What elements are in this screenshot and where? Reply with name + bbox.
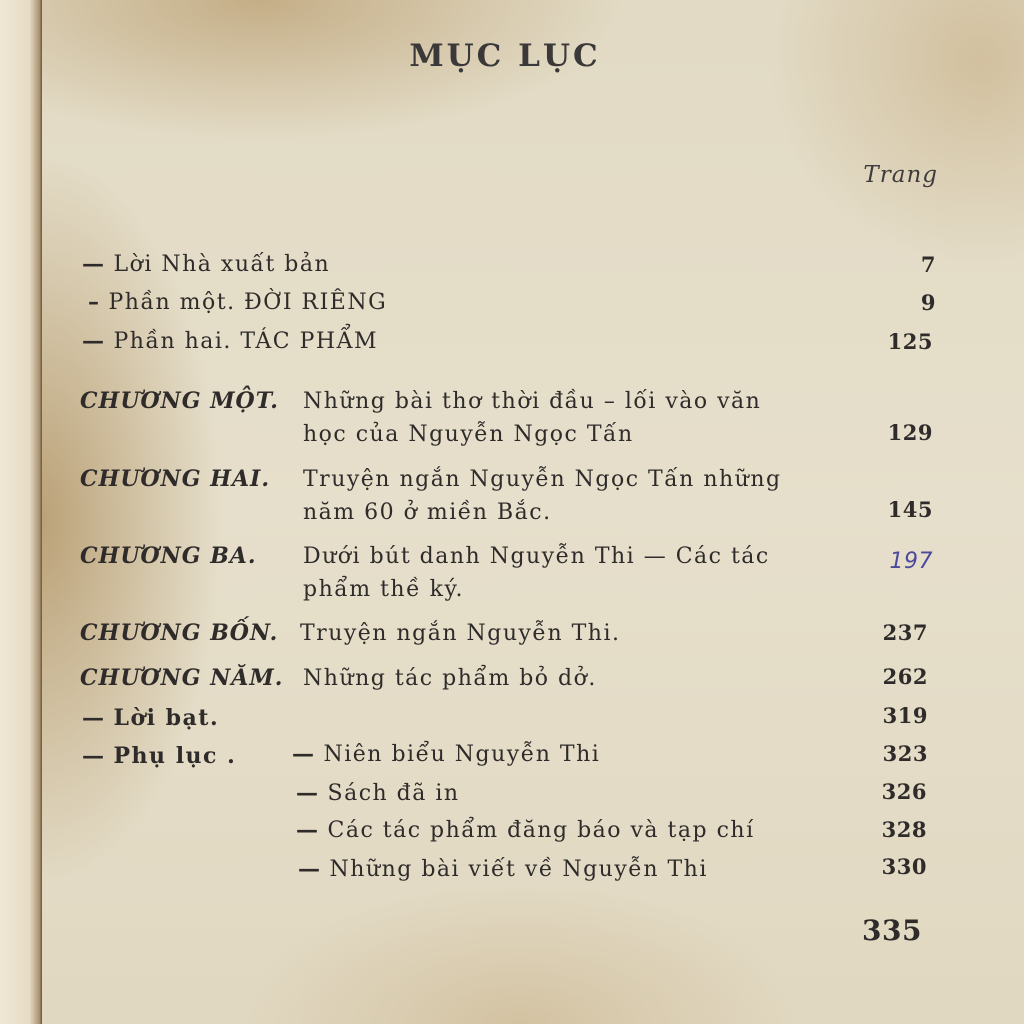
chapter-four-description	[300, 617, 621, 650]
chapter-one-page: 129	[887, 420, 933, 445]
chapter-four-heading: CHƯƠNG BỐN.	[80, 620, 279, 646]
chapter-five-heading: CHƯƠNG NĂM.	[80, 665, 284, 691]
toc-entry-part-two	[82, 328, 378, 354]
toc-entry-publisher-note	[82, 251, 330, 277]
entry-page-number: 323	[882, 741, 928, 766]
entry-label: Sách đã in	[327, 781, 460, 806]
description-line: Những bài thơ thời đầu – lối vào văn	[303, 389, 762, 414]
chapter-three-description	[303, 540, 770, 606]
entry-page-number: 328	[881, 817, 927, 842]
chapter-one-description	[303, 385, 761, 451]
book-spine-edge	[0, 0, 42, 1024]
chapter-one-heading: CHƯƠNG MỘT.	[80, 388, 279, 414]
chapter-five-page: 262	[882, 664, 928, 689]
entry-dash: —	[82, 328, 106, 354]
chapter-two-description	[303, 463, 782, 529]
entry-page-number: 319	[882, 703, 928, 728]
entry-label: Phần hai. TÁC PHẨM	[113, 329, 379, 354]
entry-dash: —	[292, 741, 316, 767]
appendix-item-chronology	[292, 741, 600, 767]
toc-entry-afterword	[82, 705, 219, 731]
entry-label: Lời Nhà xuất bản	[113, 252, 331, 277]
entry-dash: —	[296, 780, 320, 806]
entry-label: Phần một. ĐỜI RIÊNG	[108, 290, 388, 315]
description-line: học của Nguyễn Ngọc Tấn	[303, 422, 634, 447]
entry-label: Các tác phẩm đăng báo và tạp chí	[327, 818, 755, 843]
page-folio-number: 335	[862, 914, 922, 947]
entry-page-number: 125	[887, 329, 933, 354]
appendix-item-published-books	[296, 780, 460, 806]
page-column-label: Trang	[863, 162, 938, 188]
chapter-two-page: 145	[887, 497, 933, 522]
appendix-item-writings-about	[298, 856, 708, 882]
entry-dash: —	[82, 743, 106, 769]
entry-dash: —	[82, 705, 106, 731]
entry-dash: —	[82, 251, 106, 277]
description-line: Truyện ngắn Nguyễn Ngọc Tấn những	[303, 467, 782, 492]
description-line: Truyện ngắn Nguyễn Thi.	[300, 621, 621, 646]
chapter-five-description	[303, 662, 597, 695]
entry-label: Phụ lục .	[113, 743, 237, 769]
entry-page-number: 7	[920, 252, 936, 277]
entry-page-number: 326	[881, 779, 927, 804]
page-title: MỤC LỤC	[409, 38, 601, 74]
chapter-three-page-handwritten: 197	[889, 549, 933, 574]
entry-label: Lời bạt.	[113, 705, 220, 731]
entry-dash: —	[298, 856, 322, 882]
description-line: năm 60 ở miền Bắc.	[303, 500, 552, 525]
chapter-three-heading: CHƯƠNG BA.	[80, 543, 257, 569]
entry-dash: —	[296, 817, 320, 843]
entry-label: Niên biểu Nguyễn Thi	[323, 742, 601, 767]
description-line: Dưới bút danh Nguyễn Thi — Các tác	[303, 544, 770, 569]
toc-entry-part-one	[88, 289, 387, 315]
chapter-four-page: 237	[882, 620, 928, 645]
toc-entry-appendix	[82, 743, 236, 769]
entry-page-number: 9	[920, 290, 936, 315]
description-line: phẩm thề ký.	[303, 577, 464, 602]
entry-page-number: 330	[881, 854, 927, 879]
chapter-two-heading: CHƯƠNG HAI.	[80, 466, 271, 492]
appendix-item-periodical-works	[296, 817, 755, 843]
entry-label: Những bài viết về Nguyễn Thi	[329, 857, 708, 882]
description-line: Những tác phẩm bỏ dở.	[303, 666, 597, 691]
entry-dash: –	[88, 289, 101, 315]
